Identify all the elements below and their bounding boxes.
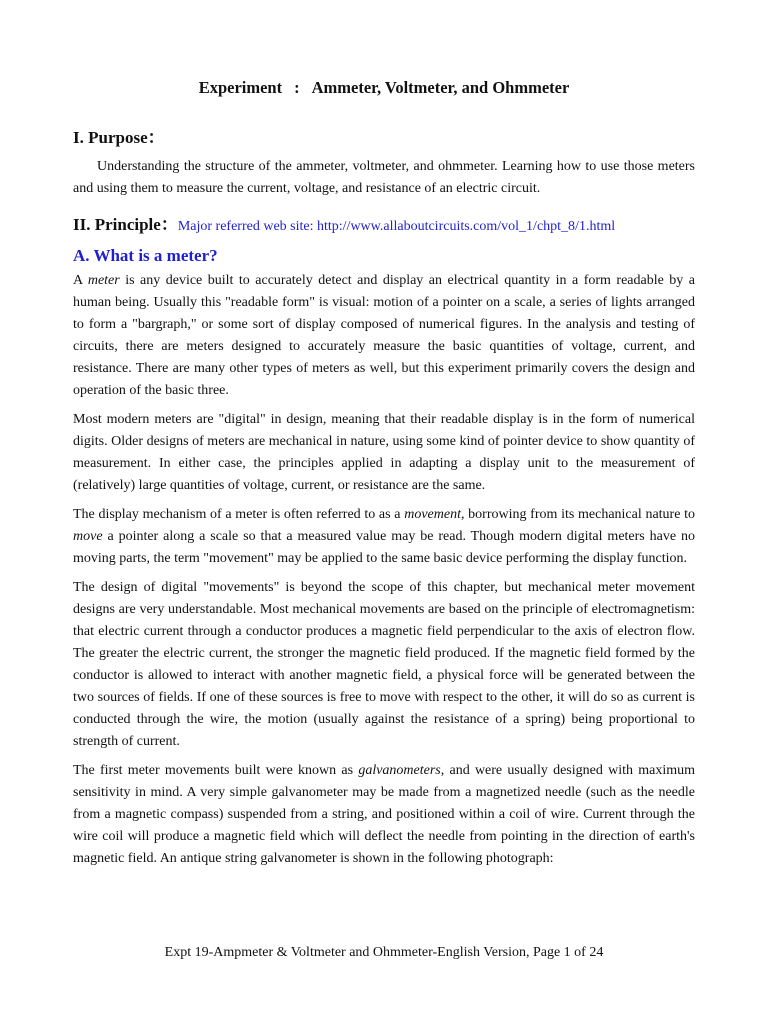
p3-emphasis-2: move [73, 529, 103, 544]
principle-heading-label: II. Principle： [73, 215, 178, 234]
section-a-body [73, 270, 695, 877]
p1-emphasis: meter [87, 273, 120, 288]
principle-heading [73, 210, 615, 235]
page-footer: Expt 19-Ampmeter & Voltmeter and Ohmmeter-English Version, Page 1 of 24 [164, 945, 604, 960]
paragraph-2: Most modern meters are "digital" in design, meaning that their readable display is in the form of numerical digits. Older designs of meters are mechanical in nature, using some kind of pointer device to show quantity of measurement. In either case, the principles applied in adapting a display unit to the measurement of (relatively) large quantities of voltage, current, or resistance are the same. [73, 412, 695, 493]
section-a-heading: A. What is a meter? [73, 246, 218, 265]
purpose-paragraph: Understanding the structure of the ammeter, voltmeter, and ohmmeter. Learning how to use those meters and using them to measure the current, voltage, and resistance of an electric circuit. [73, 159, 695, 196]
p3-text-b: , borrowing from its mechanical nature to [460, 507, 696, 522]
p5-text-a: The first meter movements built were known as [73, 763, 359, 778]
paragraph-4: The design of digital "movements" is beyond the scope of this chapter, but mechanical meter movement designs are very understandable. Most mechanical movements are based on the principle of electromagnetism: that electric current through a conductor produces a magnetic field perpendicular to the axis of electron flow. The greater the electric current, the stronger the magnetic field produced. If the magnetic field formed by the conductor is allowed to interact with another magnetic field, a physical force will be generated between the two sources of fields. If one of these sources is free to move with respect to the other, it will do so as current is conducted through the wire, the motion (usually against the resistance of a spring) being proportional to strength of current. [73, 580, 695, 749]
document-title [0, 78, 768, 98]
p5-text-b: , and were usually designed with maximum sensitivity in mind. A very simple galvanometer may be made from a magnetized needle (such as the needle from a magnetic compass) suspended from a string, and positioned within a coil of wire. Current through the wire coil will produce a magnetic field which will deflect the needle from pointing in the direction of earth's magnetic field. An antique string galvanometer is shown in the following photograph: [73, 763, 695, 866]
p3-text-c: a pointer along a scale so that a measured value may be read. Though modern digital meters have no moving parts, the term "movement" may be applied to the same basic device performing the display function. [73, 529, 695, 566]
p5-emphasis: galvanometers [358, 763, 441, 778]
title-separator: : [294, 78, 300, 97]
paragraph-5 [73, 760, 695, 870]
title-right: Ammeter, Voltmeter, and Ohmmeter [311, 78, 570, 97]
purpose-heading: I. Purpose： [73, 128, 165, 147]
p3-emphasis-1: movement [404, 507, 461, 522]
title-left: Experiment [198, 78, 283, 97]
paragraph-3 [73, 504, 695, 570]
p3-text-a: The display mechanism of a meter is often referred to as a [73, 507, 405, 522]
reference-link[interactable]: Major referred web site: http://www.allaboutcircuits.com/vol_1/chpt_8/1.html [177, 219, 616, 234]
p1-text-a: A [73, 273, 88, 288]
p1-text-b: is any device built to accurately detect and display an electrical quantity in a form readable by a human being. Usually this "readable form" is visual: motion of a pointer on a scale, a series of lights arranged to form a "bargraph," or some sort of display composed of numerical figures. In the analysis and testing of circuits, there are meters designed to accurately measure the basic quantities of voltage, current, and resistance. There are many other types of meters as well, but this experiment primarily covers the design and operation of the basic three. [73, 273, 695, 398]
paragraph-1 [73, 270, 695, 402]
